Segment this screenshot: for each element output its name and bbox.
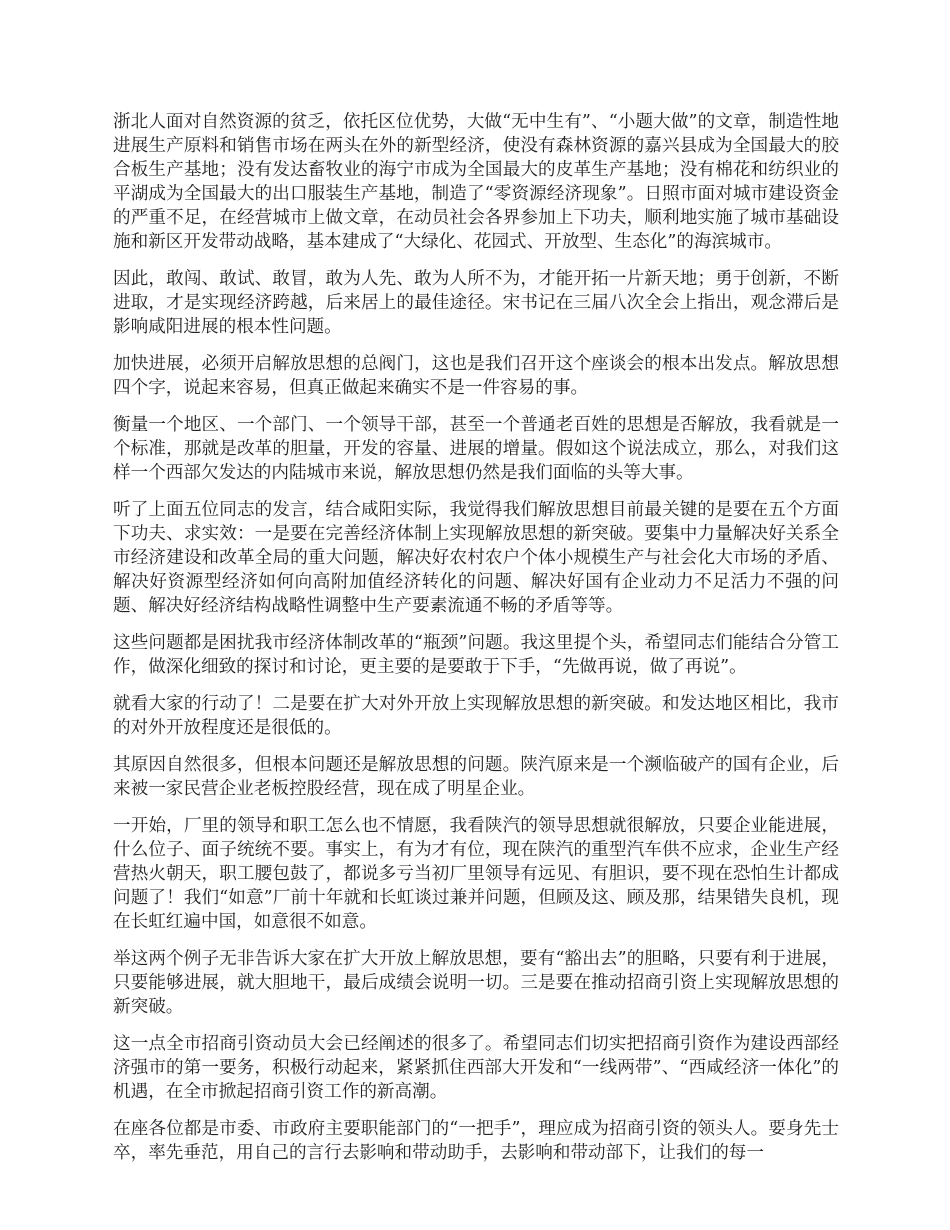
paragraph-1: 浙北人面对自然资源的贫乏，依托区位优势，大做“无中生有”、“小题大做”的文章，制造性地进展生产原料和销售市场在两头在外的新型经济，使没有森林资源的嘉兴县成为全国最大的胶合板生产基地；没有发达畜牧业的海宁市成为全国最大的皮革生产基地；没有棉花和纺织业的平湖成为全国最大的出口服装生产基地，制造了“零资源经济现象”。日照市面对城市建设资金的严重不足，在经营城市上做文章，在动员社会各界参加上下功夫，顺利地实施了城市基础设施和新区开发带动战略，基本建成了“大绿化、花园式、开放型、生态化”的海滨城市。 — [113, 112, 839, 252]
paragraph-7: 就看大家的行动了！二是要在扩大对外开放上实现解放思想的新突破。和发达地区相比，我市的对外开放程度还是很低的。 — [113, 694, 839, 738]
paragraph-10: 举这两个例子无非告诉大家在扩大开放上解放思想，要有“豁出去”的胆略，只要有利于进展，只要能够进展，就大胆地干，最后成绩会说明一切。三是要在推动招商引资上实现解放思想的新突破。 — [113, 949, 839, 1017]
paragraph-5: 听了上面五位同志的发言，结合咸阳实际，我觉得我们解放思想目前最关键的是要在五个方面下功夫、求实效：一是要在完善经济体制上实现解放思想的新突破。要集中力量解决好关系全市经济建设和改革全局的重大问题，解决好农村农户个体小规模生产与社会化大市场的矛盾、解决好资源型经济如何向高附加值经济转化的问题、解决好国有企业动力不足活力不强的问题、解决好经济结构战略性调整中生产要素流通不畅的矛盾等等。 — [113, 500, 839, 616]
paragraph-8: 其原因自然很多，但根本问题还是解放思想的问题。陕汽原来是一个濒临破产的国有企业，后来被一家民营企业老板控股经营，现在成了明星企业。 — [113, 755, 839, 799]
document-body — [113, 110, 839, 1178]
paragraph-9: 一开始，厂里的领导和职工怎么也不情愿，我看陕汽的领导思想就很解放，只要企业能进展，什么位子、面子统统不要。事实上，有为才有位，现在陕汽的重型汽车供不应求，企业生产经营热火朝天，职工腰包鼓了，都说多亏当初厂里领导有远见、有胆识，要不现在恐怕生计都成问题了！我们“如意”厂前十年就和长虹谈过兼并问题，但顾及这、顾及那，结果错失良机，现在长虹红遍中国，如意很不如意。 — [113, 816, 839, 932]
paragraph-6: 这些问题都是困扰我市经济体制改革的“瓶颈”问题。我这里提个头，希望同志们能结合分管工作，做深化细致的探讨和讨论，更主要的是要敢于下手，“先做再说，做了再说”。 — [113, 633, 839, 677]
paragraph-3: 加快进展，必须开启解放思想的总阀门，这也是我们召开这个座谈会的根本出发点。解放思想四个字，说起来容易，但真正做起来确实不是一件容易的事。 — [113, 354, 839, 398]
paragraph-4: 衡量一个地区、一个部门、一个领导干部，甚至一个普通老百姓的思想是否解放，我看就是一个标准，那就是改革的胆量，开发的容量、进展的增量。假如这个说法成立，那么，对我们这样一个西部欠发达的内陆城市来说，解放思想仍然是我们面临的头等大事。 — [113, 415, 839, 483]
paragraph-12: 在座各位都是市委、市政府主要职能部门的“一把手”，理应成为招商引资的领头人。要身先士卒，率先垂范，用自己的言行去影响和带动助手，去影响和带动部下，让我们的每一 — [113, 1119, 839, 1163]
paragraph-11: 这一点全市招商引资动员大会已经阐述的很多了。希望同志们切实把招商引资作为建设西部经济强市的第一要务，积极行动起来，紧紧抓住西部大开发和“一线两带”、“西咸经济一体化”的机遇，在全市掀起招商引资工作的新高潮。 — [113, 1034, 839, 1102]
paragraph-2: 因此，敢闯、敢试、敢冒，敢为人先、敢为人所不为，才能开拓一片新天地；勇于创新，不断进取，才是实现经济跨越，后来居上的最佳途径。宋书记在三届八次全会上指出，观念滞后是影响咸阳进展的根本性问题。 — [113, 269, 839, 337]
